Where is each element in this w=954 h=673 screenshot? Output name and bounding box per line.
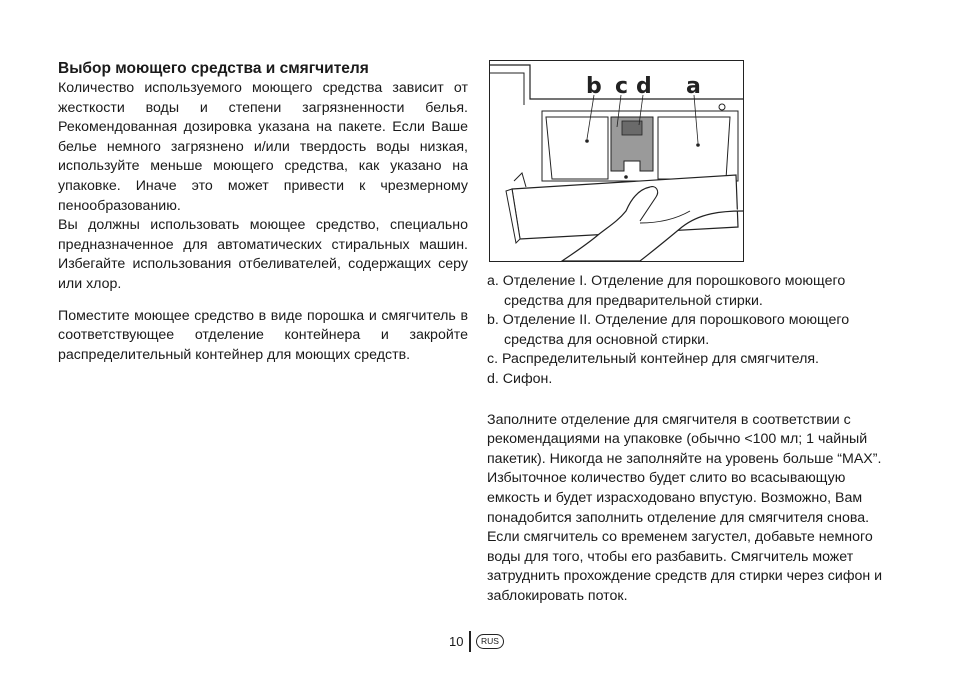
- compartment-b: [546, 117, 608, 179]
- dispenser-illustration: [489, 60, 744, 262]
- paragraph-detergent-type: Вы должны использовать моющее средство, специально предназначенное для автоматических стиральных машин. Избегайте использования отбеливателей, содержащих серу или хлор.: [58, 217, 468, 292]
- label-a: a: [686, 74, 701, 99]
- legend-item-a: a. Отделение I. Отделение для порошкового моющего средства для предварительной стирки.: [487, 273, 846, 309]
- paragraph-softener-fill: Заполните отделение для смягчителя в соответствии с рекомендациями на упаковке (обычно <100 мл; 1 чайный пакетик). Никогда не заполняйте на уровень больше “MAX”. Избыточное количество будет слито во всасывающую емкость и будет израсходовано впустую. Возможно, Вам понадобится заполнить отделение для смягчителя снова. Если смягчитель со временем загустел, добавьте немного воды для того, чтобы его разбавить. Смягчитель может затруднить прохождение средств для стирки через сифон и заблокировать поток.: [487, 411, 883, 604]
- right-column: [487, 272, 899, 607]
- label-c: c: [615, 74, 629, 99]
- compartment-a: [658, 117, 730, 179]
- section-title: Выбор моющего средства и смягчителя: [58, 60, 369, 77]
- machine-panel-line: [490, 73, 524, 105]
- indicator-dot-icon: [719, 104, 725, 110]
- paragraph-dosage: Количество используемого моющего средства зависит от жесткости воды и степени загрязненности белья. Рекомендованная дозировка указана на пакете. Если Ваше белье немного загрязнено и/или твердость воды низкая, используйте меньше моющего средства, как указано на упаковке. Иначе это может привести к чрезмерному пенообразованию.: [58, 80, 468, 214]
- label-b: b: [586, 74, 602, 99]
- page-number: 10: [449, 633, 464, 649]
- legend-item-d: d. Сифон.: [487, 370, 553, 387]
- legend-item-b: b. Отделение II. Отделение для порошкового моющего средства для основной стирки.: [487, 312, 850, 348]
- left-column: [58, 59, 468, 365]
- footer-divider: [469, 631, 471, 652]
- paragraph-placement: Поместите моющее средство в виде порошка и смягчитель в соответствующее отделение контейнера и закройте распределительный контейнер для моющих средств.: [58, 307, 468, 363]
- legend-item-c: c. Распределительный контейнер для смягчителя.: [487, 351, 819, 368]
- label-d: d: [636, 74, 652, 99]
- language-badge: RUS: [476, 634, 504, 649]
- dispenser-drawing: [490, 61, 743, 261]
- page-footer: [449, 630, 504, 652]
